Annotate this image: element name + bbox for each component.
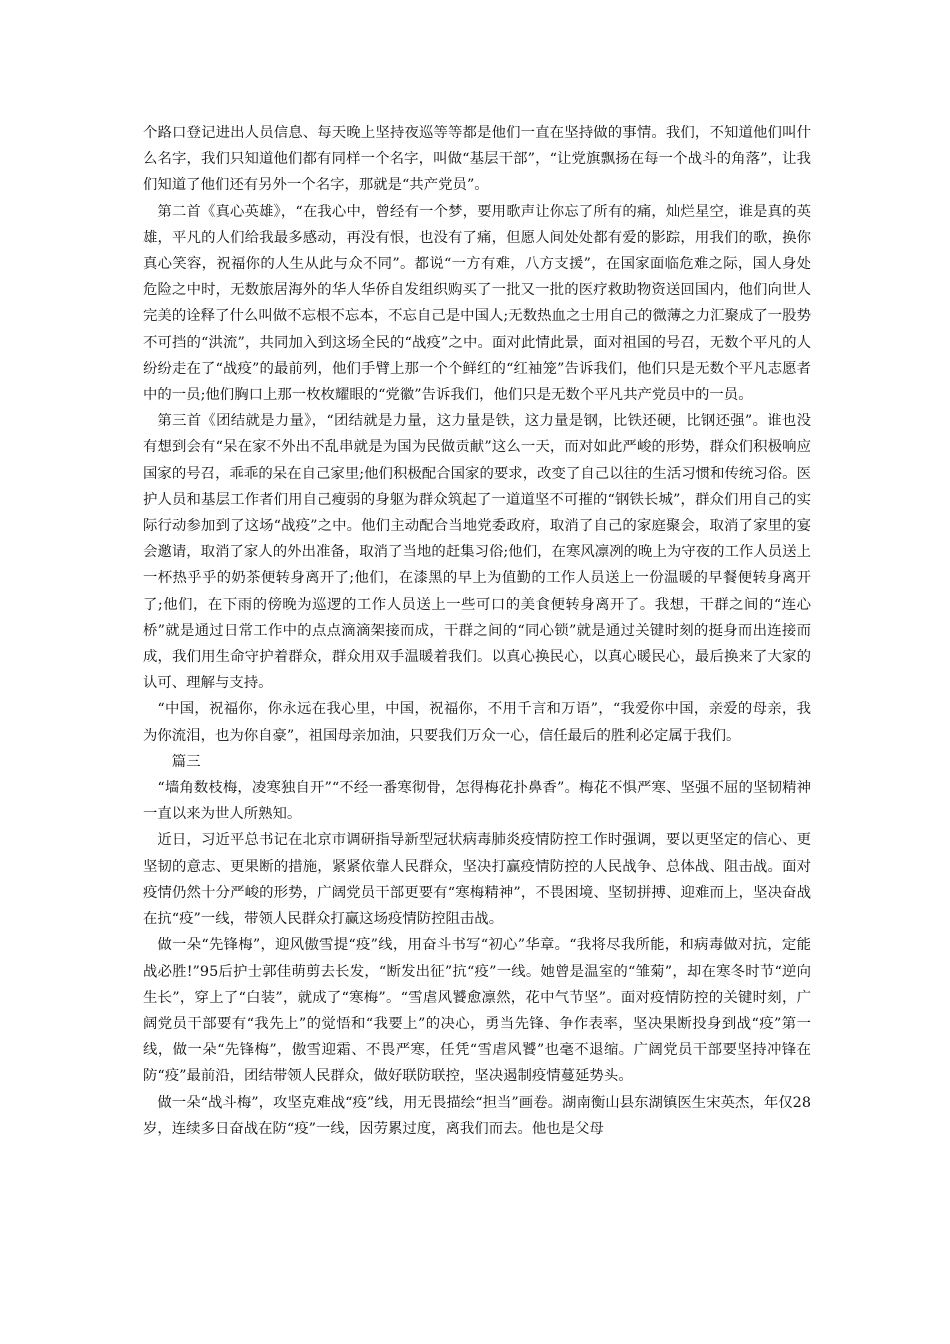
paragraph: 第二首《真心英雄》，“在我心中，曾经有一个梦，要用歌声让你忘了所有的痛，灿烂星空，谁是真的英雄，平凡的人们给我最多感动，再没有恨，也没有了痛，但愿人间处处都有爱的影踪，用我们的歌，换你真心笑容，祝福你的人生从此与众不同”。都说“一方有难，八方支援”，在国家面临危难之际，国人身处危险之中时，无数旅居海外的华人华侨自发组织购买了一批又一批的医疗救助物资送回国内，他们向世人完美的诠释了什么叫做不忘根不忘本，不忘自己是中国人;无数热血之士用自己的微薄之力汇聚成了一股势不可挡的“洪流”，共同加入到这场全民的“战疫”之中。面对此情此景，面对祖国的号召，无数个平凡的人纷纷走在了“战疫”的最前列，他们手臂上那一个个鲜红的“红袖笼”告诉我们，他们只是无数个平凡志愿者中的一员;他们胸口上那一枚枚耀眼的“党徽”告诉我们，他们只是无数个平凡共产党员中的一员。 <box>143 203 811 404</box>
paragraph: “中国，祝福你，你永远在我心里，中国，祝福你，不用千言和万语”，“我爱你中国，亲爱的母亲，我为你流泪，也为你自豪”，祖国母亲加油，只要我们万众一心，信任最后的胜利必定属于我们。 <box>143 701 811 744</box>
paragraph: 做一朵“战斗梅”，攻坚克难战“疫”线，用无畏描绘“担当”画卷。湖南衡山县东湖镇医生宋英杰，年仅28岁，连续多日奋战在防“疫”一线，因劳累过度，离我们而去。他也是父母 <box>143 1094 811 1137</box>
document-body <box>143 120 811 1142</box>
paragraph: “墙角数枝梅，凌寒独自开”“不经一番寒彻骨，怎得梅花扑鼻香”。梅花不惧严寒、坚强不屈的坚韧精神一直以来为世人所熟知。 <box>143 780 811 823</box>
paragraph: 第三首《团结就是力量》，“团结就是力量，这力量是铁，这力量是钢，比铁还硬，比钢还强”。谁也没有想到会有“呆在家不外出不乱串就是为国为民做贡献”这么一天，而对如此严峻的形势，群众们积极响应国家的号召，乖乖的呆在自己家里;他们积极配合国家的要求，改变了自己以往的生活习惯和传统习俗。医护人员和基层工作者们用自己瘦弱的身躯为群众筑起了一道道坚不可摧的“钢铁长城”，群众们用自己的实际行动参加到了这场“战疫”之中。他们主动配合当地党委政府，取消了自己的家庭聚会，取消了家里的宴会邀请，取消了家人的外出准备，取消了当地的赶集习俗;他们，在寒风凛冽的晚上为守夜的工作人员送上一杯热乎乎的奶茶便转身离开了;他们，在漆黑的早上为值勤的工作人员送上一份温暖的早餐便转身离开了;他们，在下雨的傍晚为巡逻的工作人员送上一些可口的美食便转身离开了。我想，干群之间的“连心桥”就是通过日常工作中的点点滴滴架接而成，干群之间的“同心锁”就是通过关键时刻的挺身而出连接而成，我们用生命守护着群众，群众用双手温暖着我们。以真心换民心，以真心暖民心，最后换来了大家的认可、理解与支持。 <box>143 413 811 692</box>
paragraph: 个路口登记进出人员信息、每天晚上坚持夜巡等等都是他们一直在坚持做的事情。我们，不知道他们叫什么名字，我们只知道他们都有同样一个名字，叫做“基层干部”，“让党旗飘扬在每一个战斗的角落”，让我们知道了他们还有另外一个名字，那就是“共产党员”。 <box>143 125 811 194</box>
paragraph: 做一朵“先锋梅”，迎风傲雪提“疫”线，用奋斗书写“初心”华章。“我将尽我所能，和病毒做对抗，定能战必胜!”95后护士郭佳萌剪去长发，“断发出征”抗“疫”一线。她曾是温室的“雏菊”，却在寒冬时节“逆向生长”，穿上了“白装”，就成了“寒梅”。“雪虐风饕愈凛然，花中气节坚”。面对疫情防控的关键时刻，广阔党员干部要有“我先上”的觉悟和“我要上”的决心，勇当先锋、争作表率，坚决果断投身到战“疫”第一线，做一朵“先锋梅”，傲雪迎霜、不畏严寒，任凭“雪虐风饕”也毫不退缩。广阔党员干部要坚持冲锋在防“疫”最前沿，团结带领人民群众，做好联防联控，坚决遏制疫情蔓延势头。 <box>143 937 811 1085</box>
section-heading: 篇三 <box>171 753 201 770</box>
paragraph: 近日，习近平总书记在北京市调研指导新型冠状病毒肺炎疫情防控工作时强调，要以更坚定的信心、更坚韧的意志、更果断的措施，紧紧依靠人民群众，坚决打赢疫情防控的人民战争、总体战、阻击战。面对疫情仍然十分严峻的形势，广阔党员干部更要有“寒梅精神”，不畏困境、坚韧拼搏、迎难而上，坚决奋战在抗“疫”一线，带领人民群众打赢这场疫情防控阻击战。 <box>143 832 811 928</box>
